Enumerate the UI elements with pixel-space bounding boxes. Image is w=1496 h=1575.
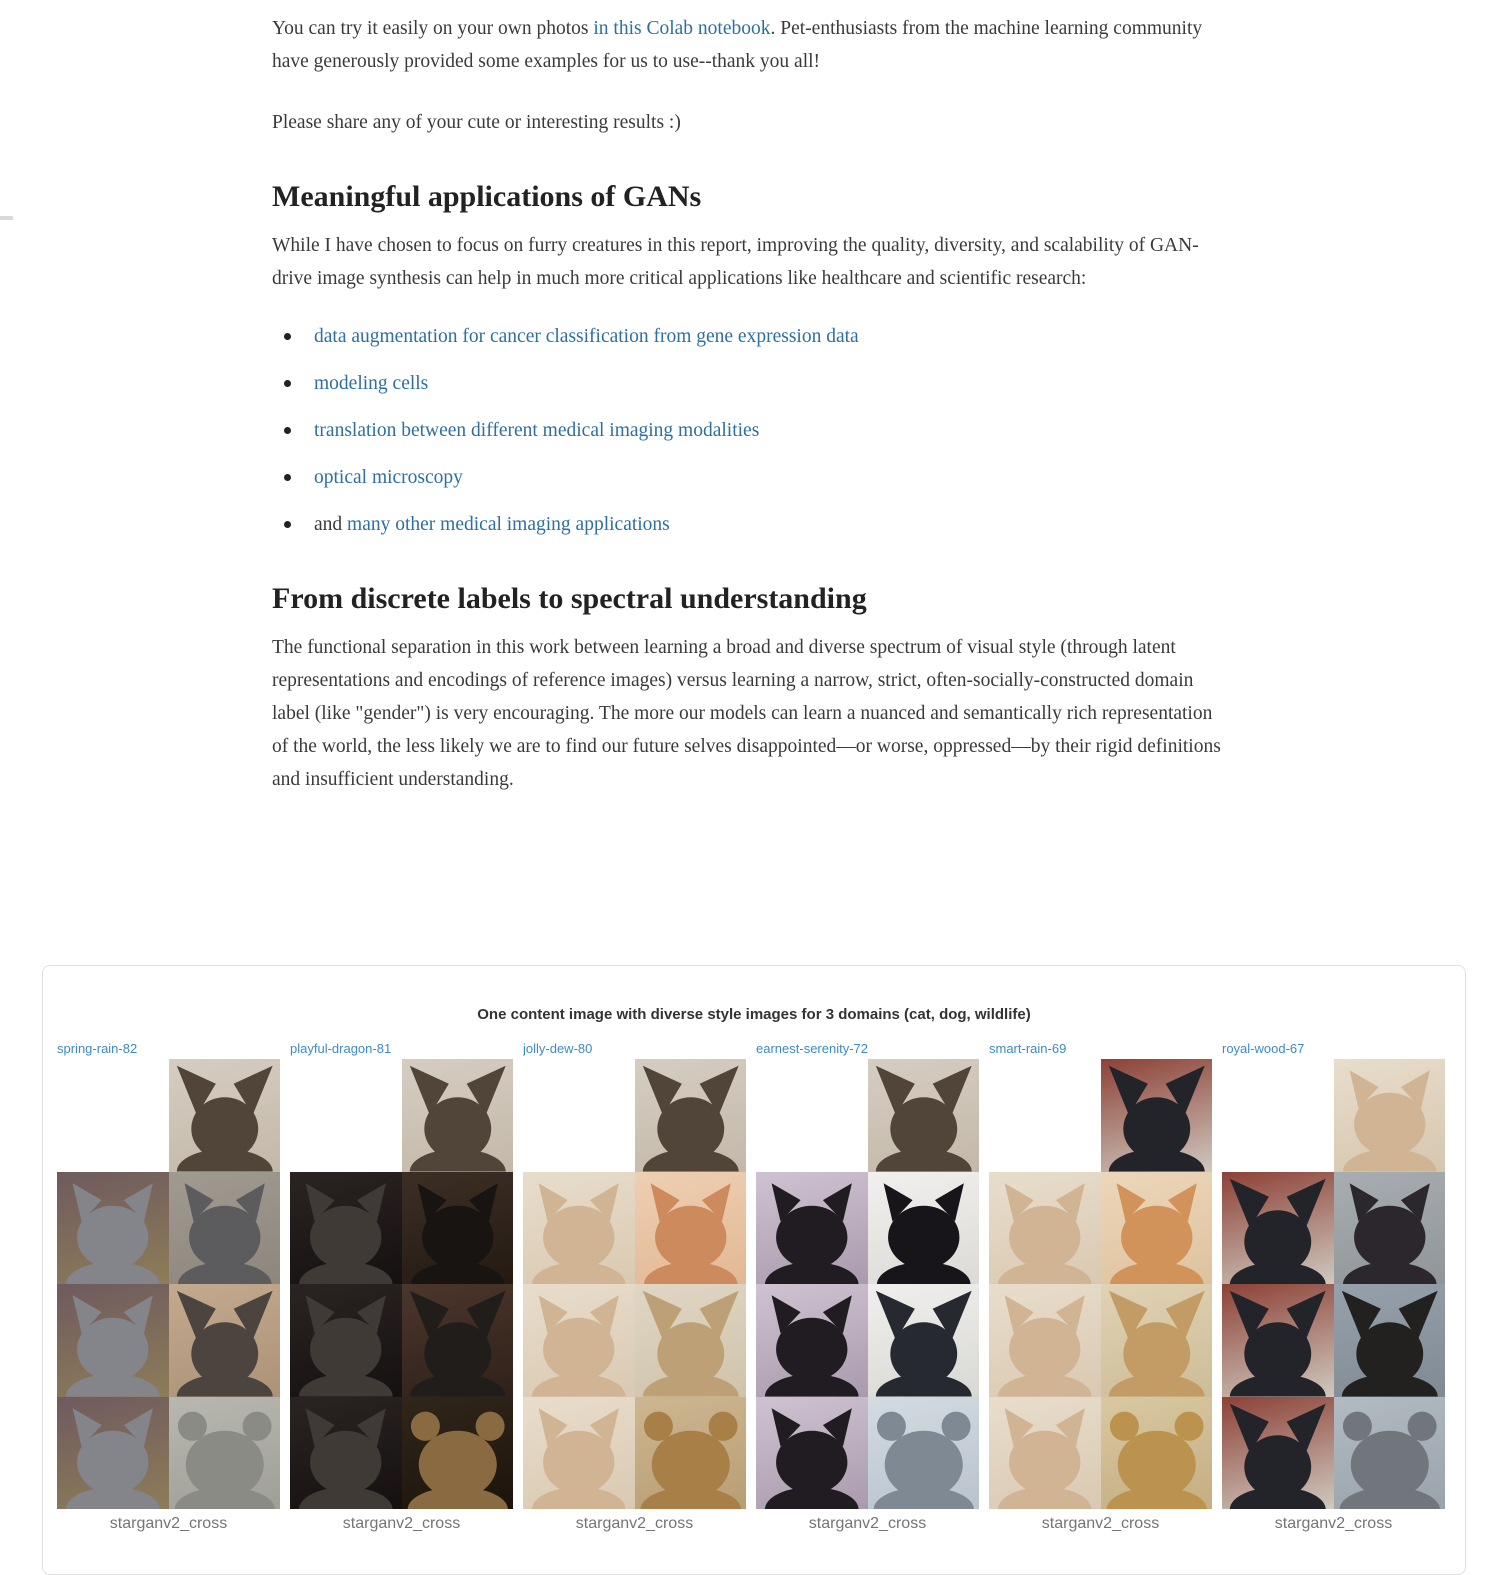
content-image-chihuahua[interactable] bbox=[169, 1059, 281, 1172]
generated-wolf[interactable] bbox=[1334, 1397, 1446, 1510]
dog-silhouette-icon bbox=[402, 1059, 514, 1172]
dog-silhouette-icon bbox=[635, 1059, 747, 1172]
cat-silhouette-icon bbox=[57, 1397, 169, 1510]
style-image-cream-cat[interactable] bbox=[523, 1172, 635, 1285]
style-image-black-white-cat[interactable] bbox=[290, 1284, 402, 1397]
colab-notebook-link[interactable]: in this Colab notebook bbox=[593, 18, 771, 39]
style-image-cream-cat[interactable] bbox=[989, 1284, 1101, 1397]
dog-silhouette-icon bbox=[1334, 1284, 1446, 1397]
applications-list bbox=[272, 325, 1222, 537]
list-item bbox=[314, 513, 1222, 537]
intro-text-post: . Pet-enthusiasts from the machine learning community have generously provided some examples for us to use--thank you all! bbox=[272, 18, 1203, 72]
run-column-earnest-serenity-72 bbox=[756, 1041, 979, 1533]
content-image-husky[interactable] bbox=[1101, 1059, 1213, 1172]
dog-silhouette-icon bbox=[169, 1059, 281, 1172]
run-name-link[interactable]: jolly-dew-80 bbox=[523, 1041, 593, 1056]
run-column-royal-wood-67 bbox=[1222, 1041, 1445, 1533]
generated-gray-cat[interactable] bbox=[169, 1172, 281, 1285]
cat-silhouette-icon bbox=[756, 1284, 868, 1397]
style-image-black-white-cat[interactable] bbox=[290, 1172, 402, 1285]
style-image-black-cat[interactable] bbox=[756, 1172, 868, 1285]
generated-orange-cat[interactable] bbox=[635, 1172, 747, 1285]
generated-lion[interactable] bbox=[1101, 1397, 1213, 1510]
style-image-cream-cat[interactable] bbox=[989, 1172, 1101, 1285]
content-image-chihuahua[interactable] bbox=[635, 1059, 747, 1172]
style-image-husky[interactable] bbox=[1222, 1172, 1334, 1285]
generated-black-cat[interactable] bbox=[868, 1172, 980, 1285]
run-name-link[interactable]: smart-rain-69 bbox=[989, 1041, 1067, 1056]
media-caption: starganv2_cross bbox=[1274, 1515, 1393, 1532]
gans-intro-paragraph: While I have chosen to focus on furry creatures in this report, improving the quality, diversity, and scalability of GAN-drive image synthesis can help in much more critical applications like healthcare and scientific research: bbox=[272, 235, 1199, 289]
spectral-paragraph: The functional separation in this work between learning a broad and diverse spectrum of visual style (through latent representations and encodings of reference images) versus learning a narrow, strict, often-socially-constructed domain label (like "gender") is very encouraging. The more our models can learn a nuanced and semantically rich representation of the world, the less likely we are to find our future selves disappointed—or worse, oppressed—by their rigid definitions and insufficient understanding. bbox=[272, 637, 1221, 790]
style-image-cream-cat[interactable] bbox=[523, 1284, 635, 1397]
run-column-spring-rain-82 bbox=[57, 1041, 280, 1533]
modeling-cells-link[interactable]: modeling cells bbox=[314, 373, 429, 394]
blank-cell bbox=[1222, 1059, 1334, 1172]
cat-silhouette-icon bbox=[989, 1284, 1101, 1397]
intro-text-pre: You can try it easily on your own photos bbox=[272, 18, 594, 39]
big-silhouette-icon bbox=[868, 1397, 980, 1510]
style-image-black-white-cat[interactable] bbox=[290, 1397, 402, 1510]
blank-cell bbox=[523, 1059, 635, 1172]
generated-snow-leopard[interactable] bbox=[169, 1397, 281, 1510]
dog-silhouette-icon bbox=[1101, 1284, 1213, 1397]
image-grid bbox=[57, 1059, 280, 1509]
style-image-cream-cat[interactable] bbox=[523, 1397, 635, 1510]
other-medical-imaging-link[interactable]: many other medical imaging applications bbox=[347, 514, 670, 535]
generated-dark-dog[interactable] bbox=[169, 1284, 281, 1397]
report-article bbox=[272, 12, 1222, 824]
generated-lion[interactable] bbox=[402, 1397, 514, 1510]
generated-tan-dog[interactable] bbox=[1101, 1284, 1213, 1397]
run-column-jolly-dew-80 bbox=[523, 1041, 746, 1533]
panel-title: One content image with diverse style images for 3 domains (cat, dog, wildlife) bbox=[477, 1006, 1031, 1023]
style-image-husky[interactable] bbox=[1222, 1397, 1334, 1510]
dog-silhouette-icon bbox=[868, 1284, 980, 1397]
big-silhouette-icon bbox=[169, 1397, 281, 1510]
run-name-link[interactable]: earnest-serenity-72 bbox=[756, 1041, 868, 1056]
big-silhouette-icon bbox=[635, 1397, 747, 1510]
content-image-cream-cat[interactable] bbox=[1334, 1059, 1446, 1172]
cat-silhouette-icon bbox=[523, 1284, 635, 1397]
heading-spectral-understanding: From discrete labels to spectral understanding bbox=[272, 582, 867, 615]
dog-silhouette-icon bbox=[1222, 1284, 1334, 1397]
list-item bbox=[314, 419, 1222, 443]
style-image-gray-cat[interactable] bbox=[57, 1397, 169, 1510]
generated-black-white-cat[interactable] bbox=[1334, 1172, 1446, 1285]
page-edge-tick bbox=[0, 216, 13, 220]
cat-silhouette-icon bbox=[756, 1172, 868, 1285]
media-caption: starganv2_cross bbox=[109, 1515, 228, 1532]
intro-paragraph bbox=[272, 12, 1222, 78]
style-image-black-cat[interactable] bbox=[756, 1397, 868, 1510]
image-grid bbox=[756, 1059, 979, 1509]
run-column-playful-dragon-81 bbox=[290, 1041, 513, 1533]
run-name-link[interactable]: spring-rain-82 bbox=[57, 1041, 138, 1056]
medical-imaging-translation-link[interactable]: translation between different medical imaging modalities bbox=[314, 420, 760, 441]
cat-silhouette-icon bbox=[1334, 1172, 1446, 1285]
cancer-classification-link[interactable]: data augmentation for cancer classification from gene expression data bbox=[314, 326, 859, 347]
cat-silhouette-icon bbox=[169, 1172, 281, 1285]
blank-cell bbox=[57, 1059, 169, 1172]
media-caption: starganv2_cross bbox=[808, 1515, 927, 1532]
cat-silhouette-icon bbox=[290, 1397, 402, 1510]
cat-silhouette-icon bbox=[868, 1172, 980, 1285]
optical-microscopy-link[interactable]: optical microscopy bbox=[314, 467, 463, 488]
run-name-link[interactable]: royal-wood-67 bbox=[1222, 1041, 1305, 1056]
dog-silhouette-icon bbox=[868, 1059, 980, 1172]
style-image-cream-cat[interactable] bbox=[989, 1397, 1101, 1510]
dog-silhouette-icon bbox=[1222, 1397, 1334, 1510]
generated-orange-kitten[interactable] bbox=[1101, 1172, 1213, 1285]
cat-silhouette-icon bbox=[989, 1172, 1101, 1285]
cat-silhouette-icon bbox=[57, 1172, 169, 1285]
dog-silhouette-icon bbox=[402, 1284, 514, 1397]
content-image-chihuahua[interactable] bbox=[402, 1059, 514, 1172]
cat-silhouette-icon bbox=[523, 1172, 635, 1285]
cat-silhouette-icon bbox=[402, 1172, 514, 1285]
style-image-gray-cat[interactable] bbox=[57, 1284, 169, 1397]
cat-silhouette-icon bbox=[635, 1172, 747, 1285]
content-image-chihuahua[interactable] bbox=[868, 1059, 980, 1172]
dog-silhouette-icon bbox=[1101, 1059, 1213, 1172]
image-grid bbox=[290, 1059, 513, 1509]
blank-cell bbox=[989, 1059, 1101, 1172]
bullet-text-pre: and bbox=[314, 514, 348, 535]
generated-black-dog[interactable] bbox=[402, 1284, 514, 1397]
cat-silhouette-icon bbox=[290, 1172, 402, 1285]
image-grid bbox=[523, 1059, 746, 1509]
list-item bbox=[314, 325, 1222, 349]
dog-silhouette-icon bbox=[1222, 1172, 1334, 1285]
generated-black-cat[interactable] bbox=[402, 1172, 514, 1285]
run-columns bbox=[43, 1023, 1465, 1533]
image-grid bbox=[989, 1059, 1212, 1509]
cat-silhouette-icon bbox=[989, 1397, 1101, 1510]
generated-snow-leopard[interactable] bbox=[868, 1397, 980, 1510]
heading-meaningful-applications: Meaningful applications of GANs bbox=[272, 180, 702, 213]
run-name-link[interactable]: playful-dragon-81 bbox=[290, 1041, 392, 1056]
share-results-paragraph: Please share any of your cute or interesting results :) bbox=[272, 112, 681, 133]
cat-silhouette-icon bbox=[1101, 1172, 1213, 1285]
big-silhouette-icon bbox=[402, 1397, 514, 1510]
image-grid bbox=[1222, 1059, 1445, 1509]
media-caption: starganv2_cross bbox=[575, 1515, 694, 1532]
run-column-smart-rain-69 bbox=[989, 1041, 1212, 1533]
cat-silhouette-icon bbox=[57, 1284, 169, 1397]
blank-cell bbox=[290, 1059, 402, 1172]
blank-cell bbox=[756, 1059, 868, 1172]
big-silhouette-icon bbox=[1101, 1397, 1213, 1510]
list-item bbox=[314, 466, 1222, 490]
cat-silhouette-icon bbox=[290, 1284, 402, 1397]
generated-lion[interactable] bbox=[635, 1397, 747, 1510]
dog-silhouette-icon bbox=[635, 1284, 747, 1397]
dog-silhouette-icon bbox=[169, 1284, 281, 1397]
style-image-gray-cat[interactable] bbox=[57, 1172, 169, 1285]
generated-tan-dog[interactable] bbox=[635, 1284, 747, 1397]
big-silhouette-icon bbox=[1334, 1397, 1446, 1510]
media-caption: starganv2_cross bbox=[1041, 1515, 1160, 1532]
media-panel bbox=[42, 965, 1466, 1575]
generated-border-collie[interactable] bbox=[1334, 1284, 1446, 1397]
cat-silhouette-icon bbox=[1334, 1059, 1446, 1172]
style-image-husky[interactable] bbox=[1222, 1284, 1334, 1397]
generated-black-dog[interactable] bbox=[868, 1284, 980, 1397]
media-caption: starganv2_cross bbox=[342, 1515, 461, 1532]
list-item bbox=[314, 372, 1222, 396]
style-image-black-cat[interactable] bbox=[756, 1284, 868, 1397]
cat-silhouette-icon bbox=[523, 1397, 635, 1510]
cat-silhouette-icon bbox=[756, 1397, 868, 1510]
